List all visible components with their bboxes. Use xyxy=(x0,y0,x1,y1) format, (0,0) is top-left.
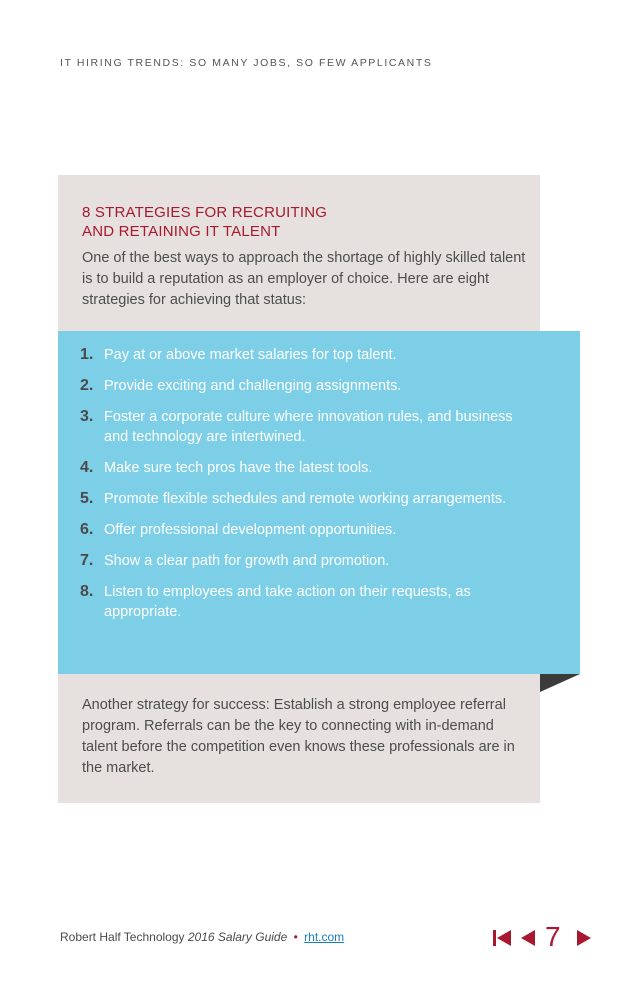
title-line-2: AND RETAINING IT TALENT xyxy=(82,223,281,240)
item-number: 7. xyxy=(80,552,94,569)
item-number: 5. xyxy=(80,490,94,507)
publisher-name: Robert Half Technology xyxy=(60,930,185,944)
item-text: Make sure tech pros have the latest tools. xyxy=(104,460,373,476)
item-number: 4. xyxy=(80,459,94,476)
item-text: Offer professional development opportunities. xyxy=(104,522,397,538)
previous-page-icon[interactable] xyxy=(521,930,535,946)
item-text: Listen to employees and take action on their requests, as appropriate. xyxy=(104,584,471,620)
closing-paragraph: Another strategy for success: Establish a strong employee referral program. Referrals can be the key to connecting with in-demand talent before the competition even knows these professionals are in the market. xyxy=(82,697,515,776)
guide-title: 2016 Salary Guide xyxy=(187,930,288,944)
page-navigation xyxy=(493,922,603,952)
item-number: 1. xyxy=(80,346,94,363)
item-number: 6. xyxy=(80,521,94,538)
first-page-icon[interactable] xyxy=(493,930,515,946)
strategies-title xyxy=(82,203,502,241)
item-text: Pay at or above market salaries for top talent. xyxy=(104,347,397,363)
item-text: Provide exciting and challenging assignments. xyxy=(104,378,402,394)
running-header: IT HIRING TRENDS: SO MANY JOBS, SO FEW APPLICANTS xyxy=(60,57,433,69)
page-number: 7 xyxy=(545,921,561,952)
intro-paragraph: One of the best ways to approach the shortage of highly skilled talent is to build a reputation as an employer of choice. Here are eight strategies for achieving that status: xyxy=(82,250,526,308)
item-number: 8. xyxy=(80,583,94,600)
list-item xyxy=(80,551,520,571)
list-item xyxy=(80,458,520,478)
title-line-1: 8 STRATEGIES FOR RECRUITING xyxy=(82,204,328,221)
footer-bullet: • xyxy=(293,930,298,944)
next-page-icon[interactable] xyxy=(577,930,591,946)
list-item xyxy=(80,376,520,396)
list-item xyxy=(80,345,520,365)
rht-link[interactable]: rht.com xyxy=(304,930,345,944)
item-text: Show a clear path for growth and promotion. xyxy=(104,553,390,569)
item-text: Foster a corporate culture where innovation rules, and business and technology are intertwined. xyxy=(104,409,513,445)
list-item xyxy=(80,582,520,622)
list-item xyxy=(80,407,520,447)
strategy-list xyxy=(80,345,520,633)
item-number: 3. xyxy=(80,408,94,425)
footer-credit xyxy=(60,930,344,944)
list-item xyxy=(80,489,520,509)
panel-fold-shadow xyxy=(540,674,580,692)
list-item xyxy=(80,520,520,540)
item-text: Promote flexible schedules and remote working arrangements. xyxy=(104,491,507,507)
item-number: 2. xyxy=(80,377,94,394)
